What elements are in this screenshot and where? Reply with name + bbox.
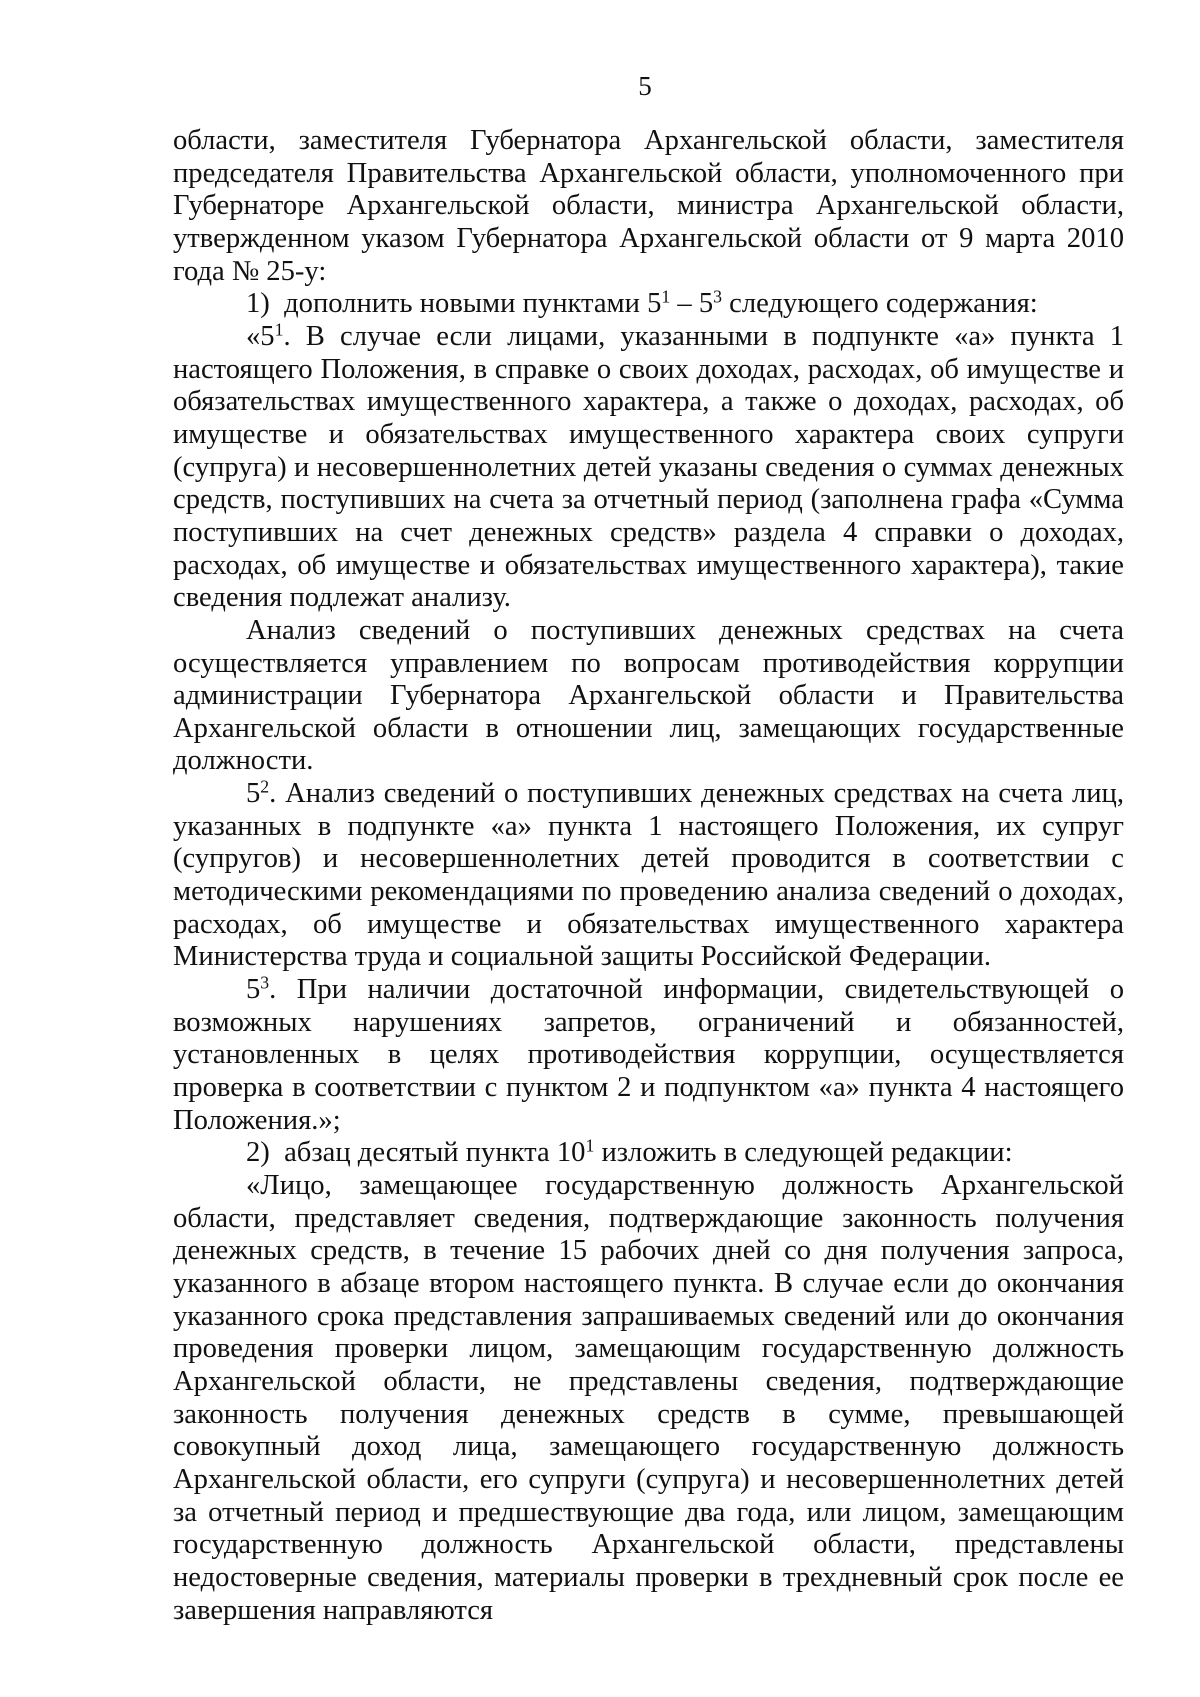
- text-run: . Анализ сведений о поступивших денежных средствах на счета лиц, указанных в подпункте «а» пункта 1 настоящего Положения, их супруг (супругов) и несовершеннолетних детей проводится в соответствии с методическими рекомендациями по проведению анализа сведений о доходах, расходах, об имуществе и обязательствах имущественного характера Министерства труда и социальной защиты Российской Федерации.: [173, 778, 1124, 973]
- text-run: изложить в следующей редакции:: [594, 1137, 1013, 1169]
- text-run: следующего содержания:: [722, 288, 1038, 320]
- paragraph-6: [173, 974, 1124, 1137]
- text-run: Анализ сведений о поступивших денежных средствах на счета осуществляется управлением по вопросам противодействия коррупции администрации Губернатора Архангельской области и Правительства Архангельской области в отношении лиц, замещающих государственные должности.: [173, 614, 1124, 777]
- text-run: области, заместителя Губернатора Архангельской области, заместителя председателя Правительства Архангельской области, уполномоченного при Губернаторе Архангельской области, министра Архангельской области, утвержденном указом Губернатора Архангельской области от 9 марта 2010 года № 25-у:: [173, 125, 1124, 287]
- superscript: 1: [585, 1135, 595, 1156]
- superscript: 3: [713, 286, 723, 307]
- paragraph-5: [173, 778, 1124, 974]
- text-run: 5: [246, 778, 261, 810]
- text-run: 2) абзац десятый пункта 10: [246, 1137, 586, 1169]
- text-run: 5: [246, 974, 261, 1006]
- superscript: 1: [274, 319, 284, 340]
- superscript: 1: [661, 286, 671, 307]
- paragraph-1: [173, 125, 1124, 288]
- paragraph-7: [173, 1137, 1124, 1170]
- paragraph-8: [173, 1170, 1124, 1627]
- text-run: . В случае если лицами, указанными в подпункте «а» пункта 1 настоящего Положения, в справке о своих доходах, расходах, об имуществе и обязательствах имущественного характера, а также о доходах, расходах, об имуществе и обязательствах имущественного характера своих супруги (супруга) и несовершеннолетних детей указаны сведения о суммах денежных средств, поступивших на счета за отчетный период (заполнена графа «Сумма поступивших на счет денежных средств» раздела 4 справки о доходах, расходах, об имуществе и обязательствах имущественного характера), такие сведения подлежат анализу.: [173, 320, 1124, 614]
- superscript: 2: [260, 776, 270, 797]
- text-run: «5: [246, 320, 275, 352]
- document-body: [173, 125, 1124, 1627]
- text-run: . При наличии достаточной информации, свидетельствующей о возможных нарушениях запретов, ограничений и обязанностей, установленных в целях противодействия коррупции, осуществляется проверка в соответствии с пунктом 2 и подпунктом «а» пункта 4 настоящего Положения.»;: [173, 974, 1124, 1136]
- paragraph-4: [173, 615, 1124, 778]
- superscript: 3: [260, 972, 270, 993]
- text-run: 1) дополнить новыми пунктами 5: [246, 288, 662, 320]
- text-run: – 5: [670, 288, 714, 320]
- text-run: «Лицо, замещающее государственную должность Архангельской области, представляет сведения, подтверждающие законность получения денежных средств, в течение 15 рабочих дней со дня получения запроса, указанного в абзаце втором настоящего пункта. В случае если до окончания указанного срока представления запрашиваемых сведений или до окончания проведения проверки лицом, замещающим государственную должность Архангельской области, не представлены сведения, подтверждающие законность получения денежных средств в сумме, превышающей совокупный доход лица, замещающего государственную должность Архангельской области, его супруги (супруга) и несовершеннолетних детей за отчетный период и предшествующие два года, или лицом, замещающим государственную должность Архангельской области, представлены недостоверные сведения, материалы проверки в трехдневный срок после ее завершения направляются: [173, 1170, 1124, 1626]
- page-number: 5: [638, 71, 652, 101]
- paragraph-2: [173, 288, 1124, 321]
- paragraph-3: [173, 321, 1124, 615]
